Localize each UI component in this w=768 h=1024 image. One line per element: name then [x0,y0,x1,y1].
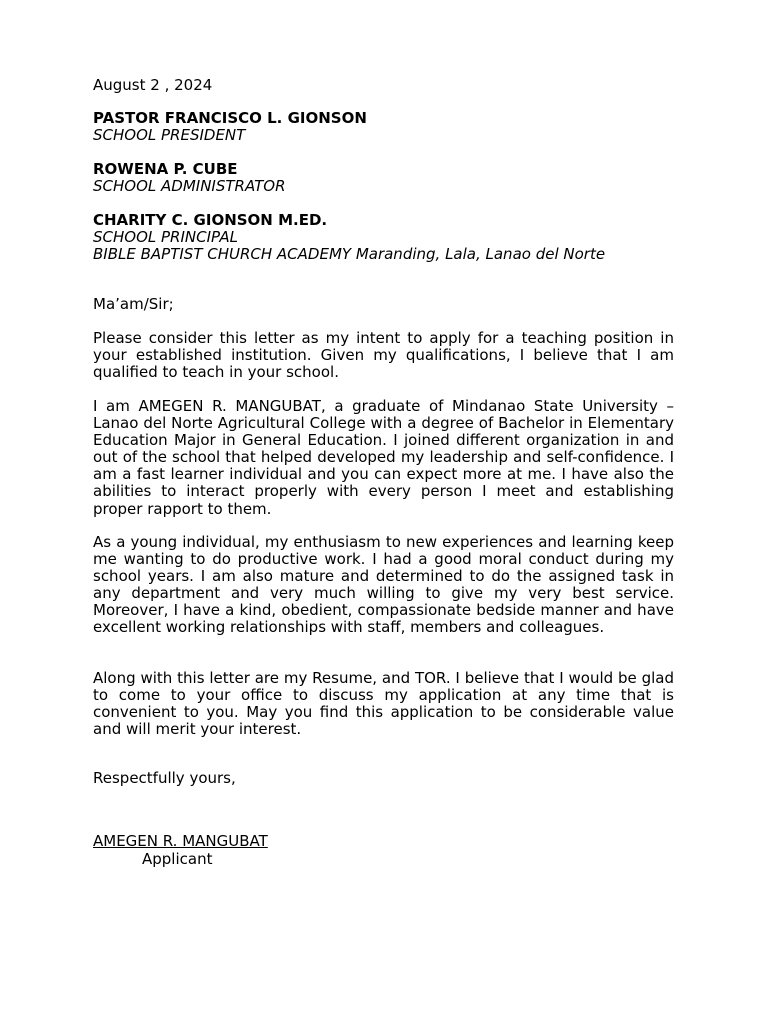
paragraph-background: I am AMEGEN R. MANGUBAT, a graduate of Mindanao State University – Lanao del Norte Agricultural College with a degree of Bachelor in Elementary Education Major in General Education. I joined different organization in and out of the school that helped developed my leadership and self-confidence. I am a fast learner individual and you can expect more at me. I have also the abilities to interact properly with every person I meet and establishing proper rapport to them. [93,397,674,518]
recipient-name-administrator: ROWENA P. CUBE [93,160,238,178]
letter-page [93,0,674,1024]
recipient-name-principal: CHARITY C. GIONSON M.ED. [93,211,328,229]
salutation: Ma’am/Sir; [93,295,174,313]
complimentary-close: Respectfully yours, [93,769,236,787]
letter-date: August 2 , 2024 [93,76,213,94]
recipient-title-president: SCHOOL PRESIDENT [93,126,246,144]
signature-name: AMEGEN R. MANGUBAT [93,832,268,850]
recipient-name-president: PASTOR FRANCISCO L. GIONSON [93,109,367,127]
recipient-title-administrator: SCHOOL ADMINISTRATOR [93,177,286,195]
signature-role: Applicant [142,850,213,868]
institution-address: BIBLE BAPTIST CHURCH ACADEMY Maranding, Lala, Lanao del Norte [93,245,606,263]
paragraph-closing: Along with this letter are my Resume, and TOR. I believe that I would be glad to come to your office to discuss my application at any time that is convenient to you. May you find this application to be considerable value and will merit your interest. [93,669,674,739]
paragraph-qualities: As a young individual, my enthusiasm to new experiences and learning keep me wanting to do productive work. I had a good moral conduct during my school years. I am also mature and determined to do the assigned task in any department and very much willing to give my very best service. Moreover, I have a kind, obedient, compassionate bedside manner and have excellent working relationships with staff, members and colleagues. [93,533,674,637]
recipient-title-principal: SCHOOL PRINCIPAL [93,228,238,246]
paragraph-intent: Please consider this letter as my intent to apply for a teaching position in your established institution. Given my qualifications, I believe that I am qualified to teach in your school. [93,329,674,382]
